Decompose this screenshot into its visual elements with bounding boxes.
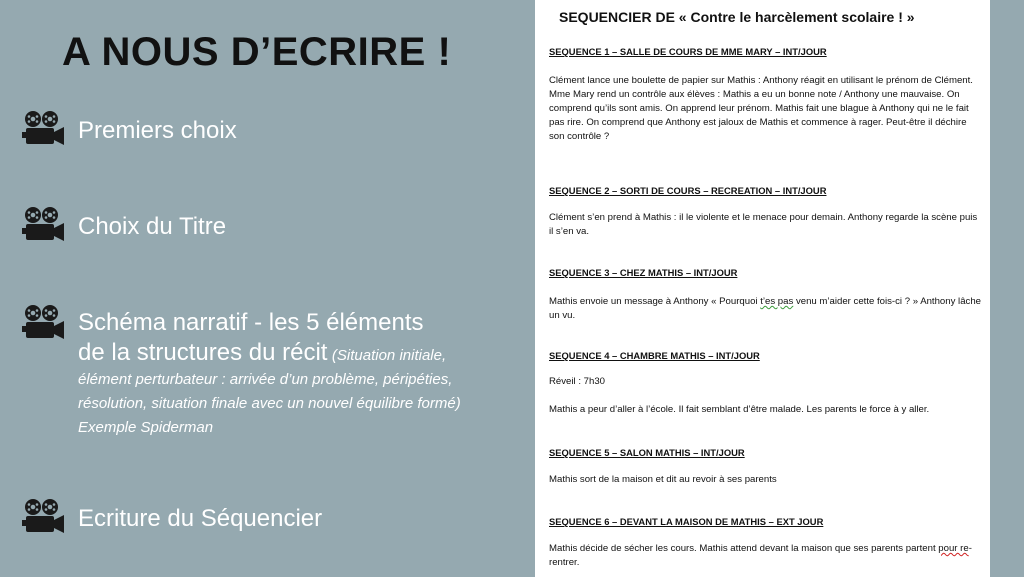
bullet-schema-narratif	[22, 304, 482, 440]
sequence-heading: SEQUENCE 3 – CHEZ MATHIS – INT/JOUR	[549, 267, 738, 278]
bullet-label: Ecriture du Séquencier	[78, 505, 323, 532]
bullet-label: Premiers choix	[78, 117, 237, 144]
sequence-3	[549, 266, 981, 323]
sequence-text: Mathis sort de la maison et dit au revoir à ses parents	[549, 474, 777, 485]
text-run-flagged: t’es pas	[760, 296, 794, 307]
bullet-label-line2-wrap	[78, 338, 478, 440]
sequence-2	[549, 184, 981, 239]
bullet-ecriture-sequencier	[22, 498, 322, 536]
bullet-label-line2: de la structures du récit	[78, 339, 328, 366]
bullet-content	[78, 308, 478, 440]
sequence-text: Clément s’en prend à Mathis : il le violente et le menace pour demain. Anthony regarde la scène puis il s’en va.	[549, 212, 978, 237]
sequence-text: Mathis a peur d’aller à l’école. Il fait semblant d’être malade. Les parents le force à y aller.	[549, 404, 930, 415]
sequence-text: Réveil : 7h30	[549, 376, 605, 387]
movie-camera-icon	[22, 110, 66, 148]
movie-camera-icon	[22, 206, 66, 244]
text-run: Mathis décide de sécher les cours. Mathis attend devant la maison que ses parents partent	[549, 543, 939, 554]
slide-title: A NOUS D’ECRIRE !	[62, 30, 452, 74]
sequence-6	[549, 515, 981, 570]
sequence-heading: SEQUENCE 6 – DEVANT LA MAISON DE MATHIS – EXT JOUR	[549, 516, 824, 527]
sequence-text	[549, 295, 981, 323]
sequence-heading: SEQUENCE 5 – SALON MATHIS – INT/JOUR	[549, 447, 745, 458]
sequence-5	[549, 446, 981, 487]
bullet-note: (Situation initiale, élément perturbateur : arrivée d’un problème, péripéties, résolution, situation finale avec un nouvel équilibre formé)	[78, 347, 461, 412]
sequence-4	[549, 349, 981, 417]
text-run: Mathis envoie un message à Anthony « Pourquoi	[549, 296, 761, 307]
sequence-text: Clément lance une boulette de papier sur Mathis : Anthony réagit en utilisant le prénom de Clément.	[549, 75, 973, 86]
example-link[interactable]: Exemple Spiderman	[78, 419, 214, 436]
bullet-label-line1: Schéma narratif - les 5 éléments	[78, 309, 424, 336]
bullet-label: Choix du Titre	[78, 213, 227, 240]
movie-camera-icon	[22, 304, 66, 342]
bullet-choix-titre	[22, 206, 226, 244]
sequence-1	[549, 45, 981, 144]
text-run-flagged: pour re	[938, 543, 969, 554]
sequence-text: Mme Mary rend un contrôle aux élèves : Mathis a eu un bonne note / Anthony une mauvaise. On comprend qu’ils sont amis. On apprend leur prénom. Mathis fait une blague à Anthony qui ne le fait pas rire. On comprend que Anthony est jaloux de Mathis et commence à rager. Peut-être il déchire son contrôle ?	[549, 89, 969, 142]
sequencer-document	[535, 0, 990, 577]
sequence-heading: SEQUENCE 1 – SALLE DE COURS DE MME MARY – INT/JOUR	[549, 46, 827, 57]
sequence-text	[549, 542, 981, 570]
movie-camera-icon	[22, 498, 66, 536]
bullet-premiers-choix	[22, 110, 237, 148]
background-edge	[990, 0, 1024, 577]
text-run: -rentrer.	[549, 543, 972, 568]
document-title: SEQUENCIER DE « Contre le harcèlement scolaire ! »	[559, 9, 915, 25]
text-run: venu m’aider cette fois-ci ? » Anthony lâche un vu.	[549, 296, 981, 321]
sequence-heading: SEQUENCE 4 – CHAMBRE MATHIS – INT/JOUR	[549, 350, 760, 361]
sequence-heading: SEQUENCE 2 – SORTI DE COURS – RECREATION – INT/JOUR	[549, 185, 827, 196]
